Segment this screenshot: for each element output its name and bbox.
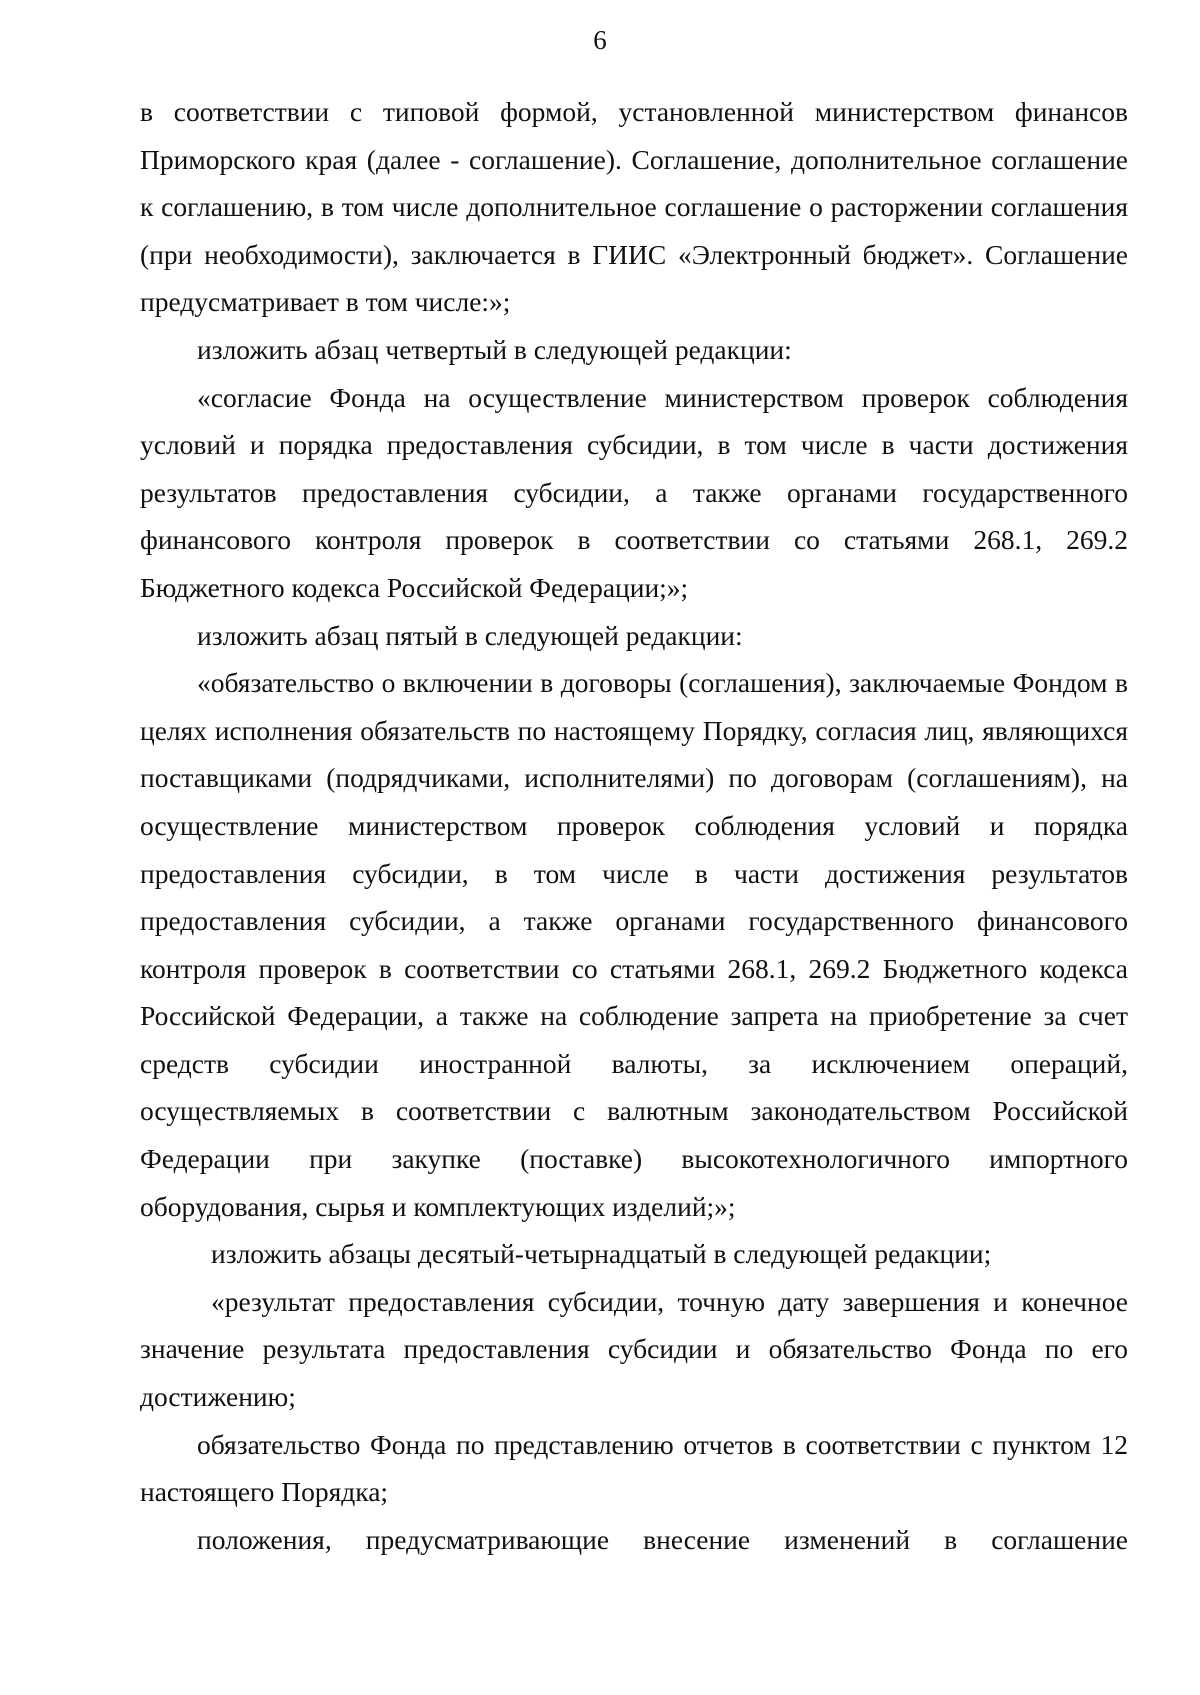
paragraph-instruction-fifth: изложить абзац пятый в следующей редакции: <box>197 619 743 651</box>
document-body <box>140 88 1128 1563</box>
page-number: 6 <box>593 25 607 55</box>
paragraph-instruction-fourth: изложить абзац четвертый в следующей редакции: <box>197 333 792 365</box>
paragraph-instruction-tenth-fourteenth: изложить абзацы десятый-четырнадцатый в следующей редакции; <box>211 1238 992 1270</box>
paragraph-result-subsidy: «результат предоставления субсидии, точную дату завершения и конечное значение результата предоставления субсидии и обязательство Фонда по его достижению; <box>140 1285 1128 1413</box>
paragraph-agreement-form: в соответствии с типовой формой, установленной министерством финансов Приморского края (далее - соглашение). Соглашение, дополнительное соглашение к соглашению, в том числе дополнительное соглашение о расторжении соглашения (при необходимости), заключается в ГИИС «Электронный бюджет». Соглашение предусматривает в том числе:»; <box>140 96 1128 318</box>
paragraph-obligation-inclusion: «обязательство о включении в договоры (соглашения), заключаемые Фондом в целях исполнения обязательств по настоящему Порядку, согласия лиц, являющихся поставщиками (подрядчиками, исполнителями) по договорам (соглашениям), на осуществление министерством проверок соблюдения условий и порядка предоставления субсидии, в том числе в части достижения результатов предоставления субсидии, а также органами государственного финансового контроля проверок в соответствии со статьями 268.1, 269.2 Бюджетного кодекса Российской Федерации, а также на соблюдение запрета на приобретение за счет средств субсидии иностранной валюты, за исключением операций, осуществляемых в соответствии с валютным законодательством Российской Федерации при закупке (поставке) высокотехнологичного импортного оборудования, сырья и комплектующих изделий;»; <box>140 667 1128 1222</box>
paragraph-consent-fund: «согласие Фонда на осуществление министерством проверок соблюдения условий и порядка предоставления субсидии, в том числе в части достижения результатов предоставления субсидии, а также органами государственного финансового контроля проверок в соответствии со статьями 268.1, 269.2 Бюджетного кодекса Российской Федерации;»; <box>140 381 1128 603</box>
paragraph-reporting-obligation: обязательство Фонда по представлению отчетов в соответствии с пунктом 12 настоящего Порядка; <box>140 1428 1128 1508</box>
paragraph-amendment-provisions: положения, предусматривающие внесение изменений в соглашение <box>197 1523 1128 1555</box>
